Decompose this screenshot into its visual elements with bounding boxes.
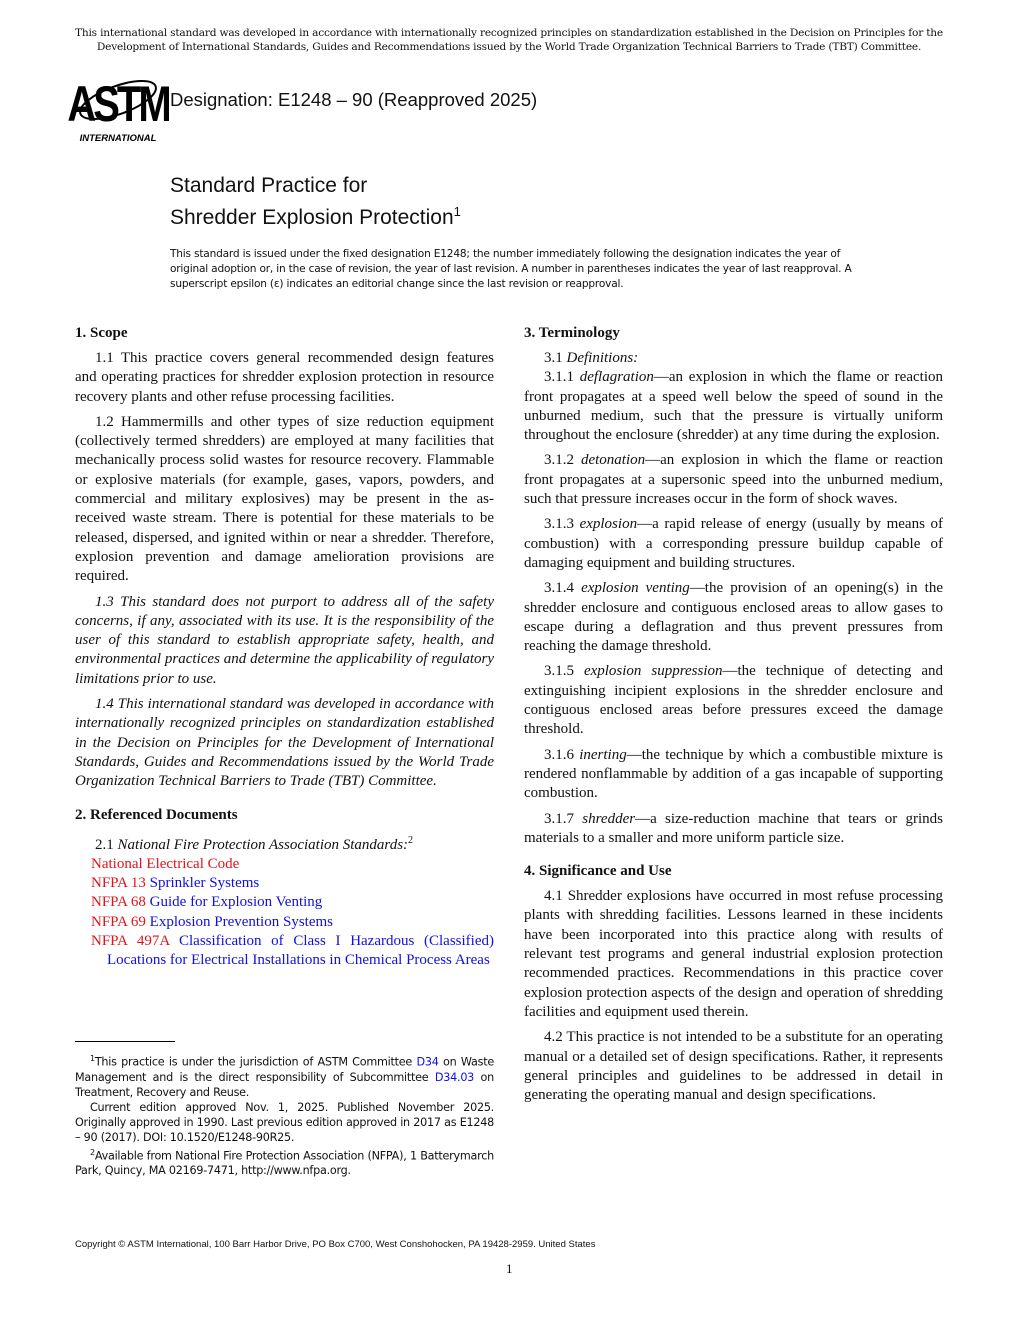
definitions-list bbox=[524, 368, 943, 848]
footnote-marker: 2 bbox=[90, 1147, 95, 1157]
paragraph-1-4: 1.4 This international standard was developed in accordance with internationally recognized principles on standardization established in the Decision on Principles for the Development of International Standards, Guides and Recommendations issued by the World Trade Organization Technical Barriers to Trade (TBT) Committee. bbox=[75, 696, 494, 790]
definition-text: —a size-reduction machine that tears or grinds materials to a smaller and more uniform particle size. bbox=[524, 810, 944, 846]
reference-item[interactable] bbox=[91, 893, 494, 912]
definition-text: —the provision of an opening(s) in the shredder enclosure and contiguous enclosed areas to allow gases to escape during a deflagration and thus prevent pressures from reaching the damage threshold. bbox=[524, 580, 944, 655]
designation: Designation: E1248 – 90 (Reapproved 2025) bbox=[170, 89, 538, 110]
reference-item[interactable] bbox=[91, 913, 494, 932]
reference-code-link[interactable]: NFPA 69 bbox=[91, 913, 146, 930]
footnote-divider bbox=[75, 1041, 175, 1042]
footnote-marker: 1 bbox=[90, 1054, 95, 1063]
definition-term: shredder bbox=[582, 810, 636, 827]
reference-title-link[interactable]: Classification of Class I Hazardous (Classified) Locations for Electrical Installations in Chemical Process Areas bbox=[107, 933, 494, 969]
para-text: National Fire Protection Association Standards: bbox=[117, 836, 409, 853]
reference-code-link[interactable]: NFPA 13 bbox=[91, 875, 146, 892]
section-heading-significance: 4. Significance and Use bbox=[524, 863, 672, 880]
definition-text: —the technique by which a combustible mixture is rendered nonflammable by addition of a gas incapable of supporting combustion. bbox=[524, 746, 944, 802]
reference-title-link[interactable]: Guide for Explosion Venting bbox=[145, 894, 323, 911]
definition-term: inerting bbox=[579, 746, 627, 763]
reference-list bbox=[75, 855, 494, 971]
definition-item bbox=[524, 746, 943, 804]
definition-number: 3.1.4 bbox=[544, 580, 582, 597]
document-title bbox=[170, 173, 461, 231]
svg-text:ASTM: ASTM bbox=[67, 75, 169, 133]
reference-item[interactable] bbox=[91, 932, 494, 971]
title-line-2 bbox=[170, 199, 461, 231]
paragraph-4-1: 4.1 Shredder explosions have occurred in most refuse processing plants with shredding facilities. Lessons learned in these incidents have been incorporated into this practice along with results of relevant test programs and general industrial explosion protection recommended practices. Recommendations in this practice cover explosion protection aspects of the design and operation of shredding facilities and equipment used therein. bbox=[524, 888, 943, 1020]
right-column bbox=[524, 324, 943, 1111]
paragraph-1-1: 1.1 This practice covers general recommended design features and operating practices for shredder explosion protection in resource recovery plants and other refuse processing facilities. bbox=[75, 350, 494, 405]
footnote-2 bbox=[75, 1145, 494, 1179]
astm-logo bbox=[67, 66, 169, 144]
para-num: 3.1 bbox=[544, 350, 567, 366]
paragraph-1-2: 1.2 Hammermills and other types of size reduction equipment (collectively termed shredders) are employed at many facilities that mechanically process solid wastes for resource recovery. Flammable or explosive materials (for example, gases, vapors, powders, and commercial and military explosives) may be present in the as-received waste stream. There is potential for these materials to be released, dispersed, and ignited within or near a shredder. Therefore, explosion prevention and damage amelioration provisions are required. bbox=[75, 413, 494, 585]
footnote-text: Available from National Fire Protection Association (NFPA), 1 Batterymarch Park, Quincy, MA 02169-7471, http://www.nfpa.org. bbox=[75, 1149, 494, 1178]
title-text: Shredder Explosion Protection bbox=[170, 206, 454, 229]
footnote-ref: 2 bbox=[408, 834, 414, 846]
paragraph-3-1 bbox=[524, 349, 943, 368]
definition-number: 3.1.5 bbox=[544, 663, 584, 680]
definition-term: deflagration bbox=[579, 369, 654, 386]
footnote-text: on Treatment, Recovery and Reuse. bbox=[75, 1070, 494, 1099]
definition-term: detonation bbox=[580, 452, 646, 469]
definition-item bbox=[524, 662, 943, 739]
committee-link[interactable]: D34 bbox=[416, 1055, 439, 1069]
definition-text: —a rapid release of energy (usually by means of combustion) with a corresponding pressure buildup capable of damaging equipment and building structures. bbox=[524, 516, 943, 571]
definition-item bbox=[524, 368, 943, 445]
reference-item[interactable] bbox=[91, 855, 494, 874]
definition-item bbox=[524, 810, 943, 849]
definition-item bbox=[524, 451, 943, 509]
svg-text:INTERNATIONAL: INTERNATIONAL bbox=[79, 133, 157, 144]
definition-text: —the technique of detecting and extinguishing incipient explosions in the shredder enclosure and contiguous enclosed areas before pressures exceed the damage threshold. bbox=[524, 663, 943, 738]
footnote-ref: 1 bbox=[453, 204, 461, 219]
copyright: Copyright © ASTM International, 100 Barr Harbor Drive, PO Box C700, West Conshohocken, PA 19428-2959. United States bbox=[75, 1239, 596, 1250]
reference-title-link[interactable]: Sprinkler Systems bbox=[145, 875, 260, 892]
reference-item[interactable] bbox=[91, 874, 494, 893]
definition-item bbox=[524, 579, 943, 656]
definition-text: —an explosion in which the flame or reaction front propagates at a supersonic speed into the unburned medium, such that pressure increases occur in the form of shock waves. bbox=[524, 452, 943, 508]
definition-term: explosion suppression bbox=[583, 663, 723, 680]
definition-number: 3.1.2 bbox=[544, 452, 581, 469]
reference-code-link[interactable]: NFPA 68 bbox=[91, 894, 146, 911]
reference-code-link[interactable]: National Electrical Code bbox=[91, 855, 240, 872]
para-text: Definitions: bbox=[566, 350, 639, 366]
subcommittee-link[interactable]: D34.03 bbox=[434, 1070, 475, 1084]
page-number: 1 bbox=[506, 1261, 513, 1276]
title-line-1: Standard Practice for bbox=[170, 174, 368, 197]
tbt-notice: This international standard was developed in accordance with internationally recognized principles on standardization established in the Decision on Principles for the Development of International Standards, Guides and Recommendations issued by the World Trade Organization Technical Barriers to Trade (TBT) Committee. bbox=[75, 27, 943, 53]
definition-term: explosion bbox=[579, 516, 638, 533]
section-heading-scope: 1. Scope bbox=[75, 325, 128, 341]
definition-text: —an explosion in which the flame or reaction front propagates at a speed well below the speed of sound in the unburned medium, such that the pressure is virtually uniform throughout the enclosure (shredder) at any time during the explosion. bbox=[524, 369, 943, 444]
definition-number: 3.1.7 bbox=[544, 810, 583, 827]
para-num: 2.1 bbox=[95, 836, 118, 853]
left-column bbox=[75, 324, 494, 971]
definition-number: 3.1.3 bbox=[544, 516, 580, 533]
footnote-1-edition: Current edition approved Nov. 1, 2025. Published November 2025. Originally approved in 1990. Last previous edition approved in 2017 as E1248 – 90 (2017). DOI: 10.1520/E1248-90R25. bbox=[75, 1100, 494, 1144]
reference-code-link[interactable]: NFPA 497A bbox=[91, 933, 170, 950]
footnote-text: on Waste Management and is the direct responsibility of Subcommittee bbox=[75, 1055, 494, 1084]
paragraph-4-2: 4.2 This practice is not intended to be a substitute for an operating manual or a detailed set of design specifications. Rather, it represents general principles and guidelines to be addressed in detail in generating the operating manual and design specifications. bbox=[524, 1029, 943, 1104]
footnote-text: This practice is under the jurisdiction of ASTM Committee bbox=[94, 1055, 417, 1069]
issuance-note: This standard is issued under the fixed designation E1248; the number immediately following the designation indicates the year of original adoption or, in the case of revision, the year of last revision. A number in parentheses indicates the year of last reapproval. A superscript epsilon (ε) indicates an editorial change since the last revision or reapproval. bbox=[170, 248, 852, 290]
section-heading-referenced-documents: 2. Referenced Documents bbox=[75, 806, 238, 823]
definition-item bbox=[524, 515, 943, 573]
footnotes bbox=[75, 1051, 494, 1178]
reference-title-link[interactable]: Explosion Prevention Systems bbox=[145, 913, 333, 930]
definition-term: explosion venting bbox=[581, 580, 690, 597]
section-heading-terminology: 3. Terminology bbox=[524, 325, 620, 341]
definition-number: 3.1.6 bbox=[544, 746, 580, 763]
definition-number: 3.1.1 bbox=[544, 369, 580, 386]
paragraph-1-3: 1.3 This standard does not purport to address all of the safety concerns, if any, associated with its use. It is the responsibility of the user of this standard to establish appropriate safety, health, and environmental practices and determine the applicability of regulatory limitations prior to use. bbox=[75, 593, 494, 687]
paragraph-2-1 bbox=[75, 831, 494, 855]
footnote-1 bbox=[75, 1051, 494, 1100]
